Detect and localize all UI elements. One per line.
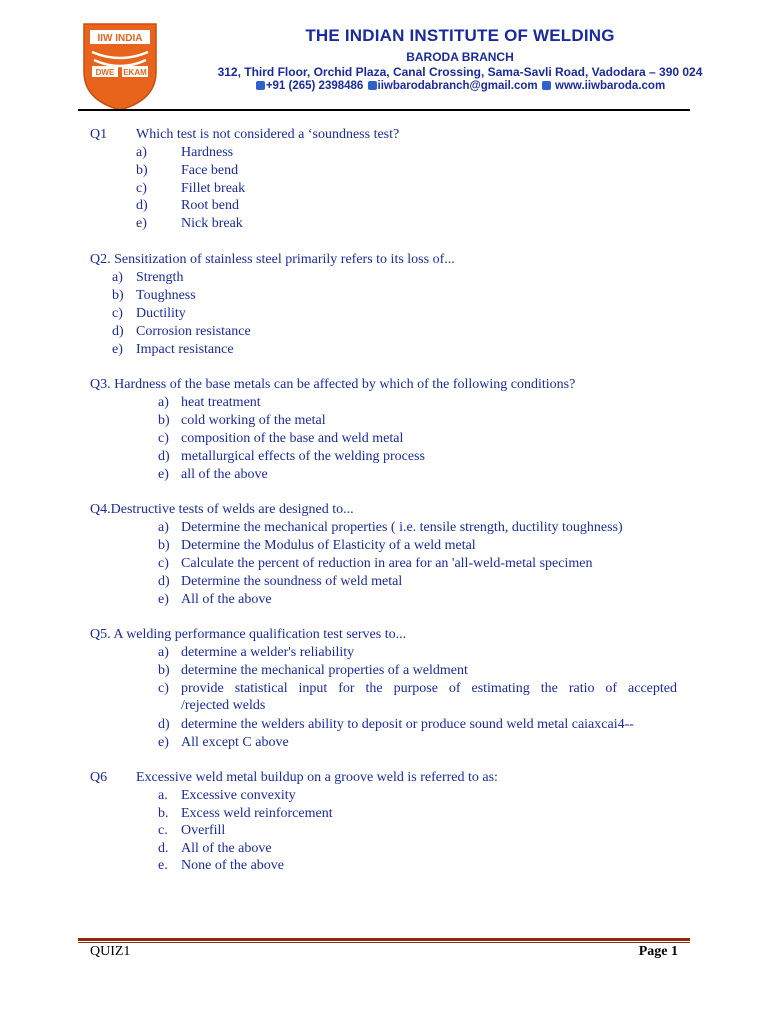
option-text: Hardness <box>181 145 234 160</box>
website-link[interactable]: www.iiwbaroda.com <box>555 80 666 92</box>
logo-text-left: DWE <box>95 68 115 77</box>
option-label: e) <box>158 592 169 607</box>
question-number: Q5. <box>90 627 111 642</box>
option-text: cold working of the metal <box>181 413 326 428</box>
institute-title: THE INDIAN INSTITUTE OF WELDING <box>305 26 615 45</box>
logo-text-top: IIW INDIA <box>97 33 143 44</box>
option-label: e. <box>158 858 168 873</box>
option-label: c) <box>158 431 169 446</box>
option-label: e) <box>112 342 123 357</box>
question-text: Which test is not considered a ‘soundness test? <box>136 127 400 142</box>
question-text: Sensitization of stainless steel primarily refers to its loss of... <box>114 252 455 267</box>
option-label: b) <box>158 663 170 678</box>
question-number: Q1 <box>90 127 108 142</box>
option-label: d) <box>158 717 170 732</box>
option-text: Calculate the percent of reduction in area for an 'all-weld-metal specimen <box>181 556 593 571</box>
option-text: provide statistical input for the purpose of estimating the ratio of accepted <box>181 681 677 696</box>
option-label: a. <box>158 788 168 803</box>
page-number: Page 1 <box>638 944 678 959</box>
option-label: d) <box>158 574 170 589</box>
question-text: Destructive tests of welds are designed to... <box>110 502 354 517</box>
option-text: Root bend <box>181 198 239 213</box>
option-text: All of the above <box>181 592 272 607</box>
option-label: a) <box>112 270 123 285</box>
question-line <box>90 377 575 393</box>
option-label: c. <box>158 823 168 838</box>
footer-rule <box>78 938 690 941</box>
option-text: Determine the Modulus of Elasticity of a weld metal <box>181 538 476 553</box>
option-text: Impact resistance <box>136 342 234 357</box>
option-label: a) <box>136 145 147 160</box>
option-label: b. <box>158 806 169 821</box>
option-text: determine the welders ability to deposit or produce sound weld metal caiaxcai4-- <box>181 717 634 732</box>
question-number: Q4. <box>90 502 111 517</box>
phone-number: +91 (265) 2398486 <box>265 80 364 92</box>
option-label: a) <box>158 520 169 535</box>
option-text: composition of the base and weld metal <box>181 431 404 446</box>
option-text: determine the mechanical properties of a weldment <box>181 663 468 678</box>
option-text: Corrosion resistance <box>136 324 251 339</box>
question-number: Q2. <box>90 252 111 267</box>
logo-text-right: EKAM <box>123 68 147 77</box>
option-label: b) <box>136 163 148 178</box>
option-label: c) <box>158 556 169 571</box>
option-text: all of the above <box>181 467 268 482</box>
option-label: c) <box>112 306 123 321</box>
branch-address: 312, Third Floor, Orchid Plaza, Canal Crossing, Sama-Savli Road, Vadodara – 390 024 <box>217 65 703 79</box>
option-text: Face bend <box>181 163 239 178</box>
option-text: Toughness <box>136 288 196 303</box>
option-label: b) <box>158 538 170 553</box>
option-text: determine a welder's reliability <box>181 645 355 660</box>
question-number: Q6 <box>90 770 108 785</box>
question-text: Excessive weld metal buildup on a groove weld is referred to as: <box>136 770 498 785</box>
option-label: e) <box>136 216 147 231</box>
option-label: b) <box>112 288 124 303</box>
option-label: a) <box>158 645 169 660</box>
option-label: a) <box>158 395 169 410</box>
option-text: Strength <box>136 270 184 285</box>
branch-name: BARODA BRANCH <box>406 50 514 64</box>
option-label: e) <box>158 467 169 482</box>
question-line <box>90 502 354 518</box>
question-line <box>90 627 406 643</box>
option-text: Determine the soundness of weld metal <box>181 574 403 589</box>
question-text: Hardness of the base metals can be affected by which of the following conditions? <box>114 377 576 392</box>
email-address[interactable]: iiwbarodabranch@gmail.com <box>377 80 538 92</box>
option-label: d) <box>136 198 148 213</box>
option-label: c) <box>136 181 147 196</box>
option-text: Overfill <box>181 823 226 838</box>
option-label: e) <box>158 735 169 750</box>
option-text: Determine the mechanical properties ( i.e. tensile strength, ductility toughness) <box>181 520 623 535</box>
option-text: Fillet break <box>181 181 246 196</box>
question-text: A welding performance qualification test serves to... <box>113 627 407 642</box>
option-label: d. <box>158 841 169 856</box>
option-text: Excess weld reinforcement <box>181 806 333 821</box>
question-number: Q3. <box>90 377 111 392</box>
option-text: Ductility <box>136 306 186 321</box>
option-label: b) <box>158 413 170 428</box>
option-text: All except C above <box>181 735 289 750</box>
footer-rule-thin <box>78 942 690 943</box>
option-label: c) <box>158 681 169 696</box>
option-label: d) <box>158 449 170 464</box>
option-text: Excessive convexity <box>181 788 296 803</box>
option-text: Nick break <box>181 216 243 231</box>
option-text: heat treatment <box>181 395 261 410</box>
option-text: All of the above <box>181 841 272 856</box>
option-label: d) <box>112 324 124 339</box>
option-text: None of the above <box>181 858 285 873</box>
option-text-continued: /rejected welds <box>181 698 266 713</box>
footer-quiz-label: QUIZ1 <box>90 944 131 959</box>
option-text: metallurgical effects of the welding process <box>181 449 426 464</box>
question-line <box>90 252 455 268</box>
